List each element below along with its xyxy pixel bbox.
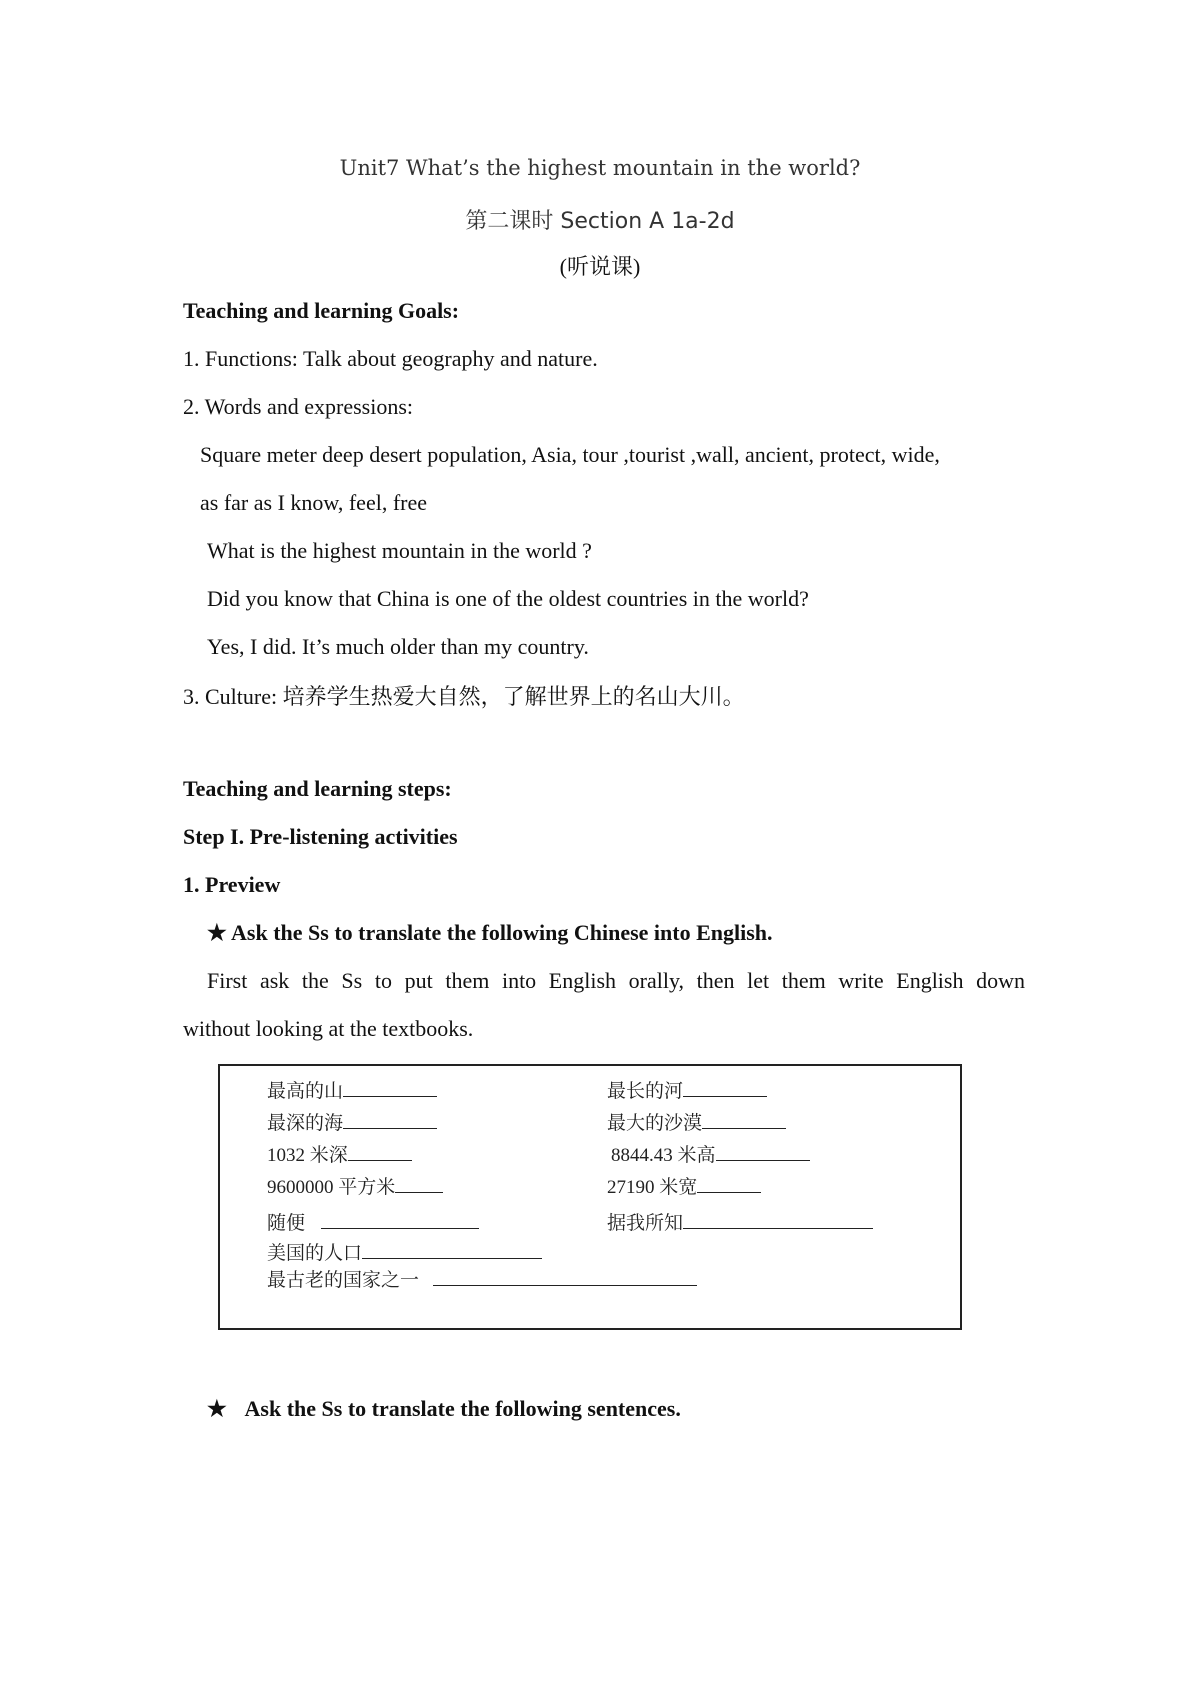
vocab-item: 随便 bbox=[267, 1208, 479, 1235]
goal-words-heading: 2. Words and expressions: bbox=[183, 394, 414, 419]
task-translate-sentences-text: Ask the Ss to translate the following sentences. bbox=[244, 1396, 681, 1421]
instruction-line-2: without looking at the textbooks. bbox=[183, 1016, 474, 1041]
course-type: (听说课) bbox=[559, 254, 641, 279]
vocab-item: 最高的山 bbox=[267, 1076, 437, 1103]
document-title: Unit7 What’s the highest mountain in the world? bbox=[339, 156, 861, 180]
lesson-subtitle: 第二课时 Section A 1a-2d bbox=[465, 209, 735, 234]
vocab-item: 9600000 平方米 bbox=[267, 1172, 443, 1199]
task-translate-words-text: Ask the Ss to translate the following Chinese into English. bbox=[231, 920, 773, 945]
steps-heading: Teaching and learning steps: bbox=[183, 776, 452, 801]
vocab-item: 27190 米宽 bbox=[607, 1172, 761, 1199]
goal-culture: 3. Culture: 培养学生热爱大自然，了解世界上的名山大川。 bbox=[183, 684, 745, 709]
instruction-line-1: First ask the Ss to put them into English orally, then let them write English down bbox=[207, 968, 1025, 993]
star-icon: ★ bbox=[207, 1396, 227, 1421]
task-translate-sentences bbox=[207, 1396, 681, 1422]
vocab-item: 最深的海 bbox=[267, 1108, 437, 1135]
vocab-item: 1032 米深 bbox=[267, 1140, 412, 1167]
vocab-item: 最长的河 bbox=[607, 1076, 767, 1103]
step-1-heading: Step I. Pre-listening activities bbox=[183, 824, 458, 849]
example-sentence-1: What is the highest mountain in the world ? bbox=[207, 538, 592, 563]
goal-functions: 1. Functions: Talk about geography and nature. bbox=[183, 346, 598, 371]
goals-heading: Teaching and learning Goals: bbox=[183, 298, 460, 323]
vocabulary-box bbox=[218, 1064, 962, 1330]
preview-heading: 1. Preview bbox=[183, 872, 281, 897]
vocab-item: 据我所知 bbox=[607, 1208, 873, 1235]
vocab-item: 最大的沙漠 bbox=[607, 1108, 786, 1135]
vocab-item: 美国的人口 bbox=[267, 1238, 542, 1265]
task-translate-words bbox=[207, 920, 773, 946]
star-icon: ★ bbox=[207, 920, 227, 945]
vocab-item: 最古老的国家之一 bbox=[267, 1265, 697, 1292]
words-line-1: Square meter deep desert population, Asia, tour ,tourist ,wall, ancient, protect, wide, bbox=[200, 442, 940, 467]
example-sentence-2: Did you know that China is one of the oldest countries in the world? bbox=[207, 586, 809, 611]
example-sentence-3: Yes, I did. It’s much older than my country. bbox=[207, 634, 589, 659]
words-line-2: as far as I know, feel, free bbox=[200, 490, 428, 515]
vocab-item: 8844.43 米高 bbox=[611, 1140, 810, 1167]
